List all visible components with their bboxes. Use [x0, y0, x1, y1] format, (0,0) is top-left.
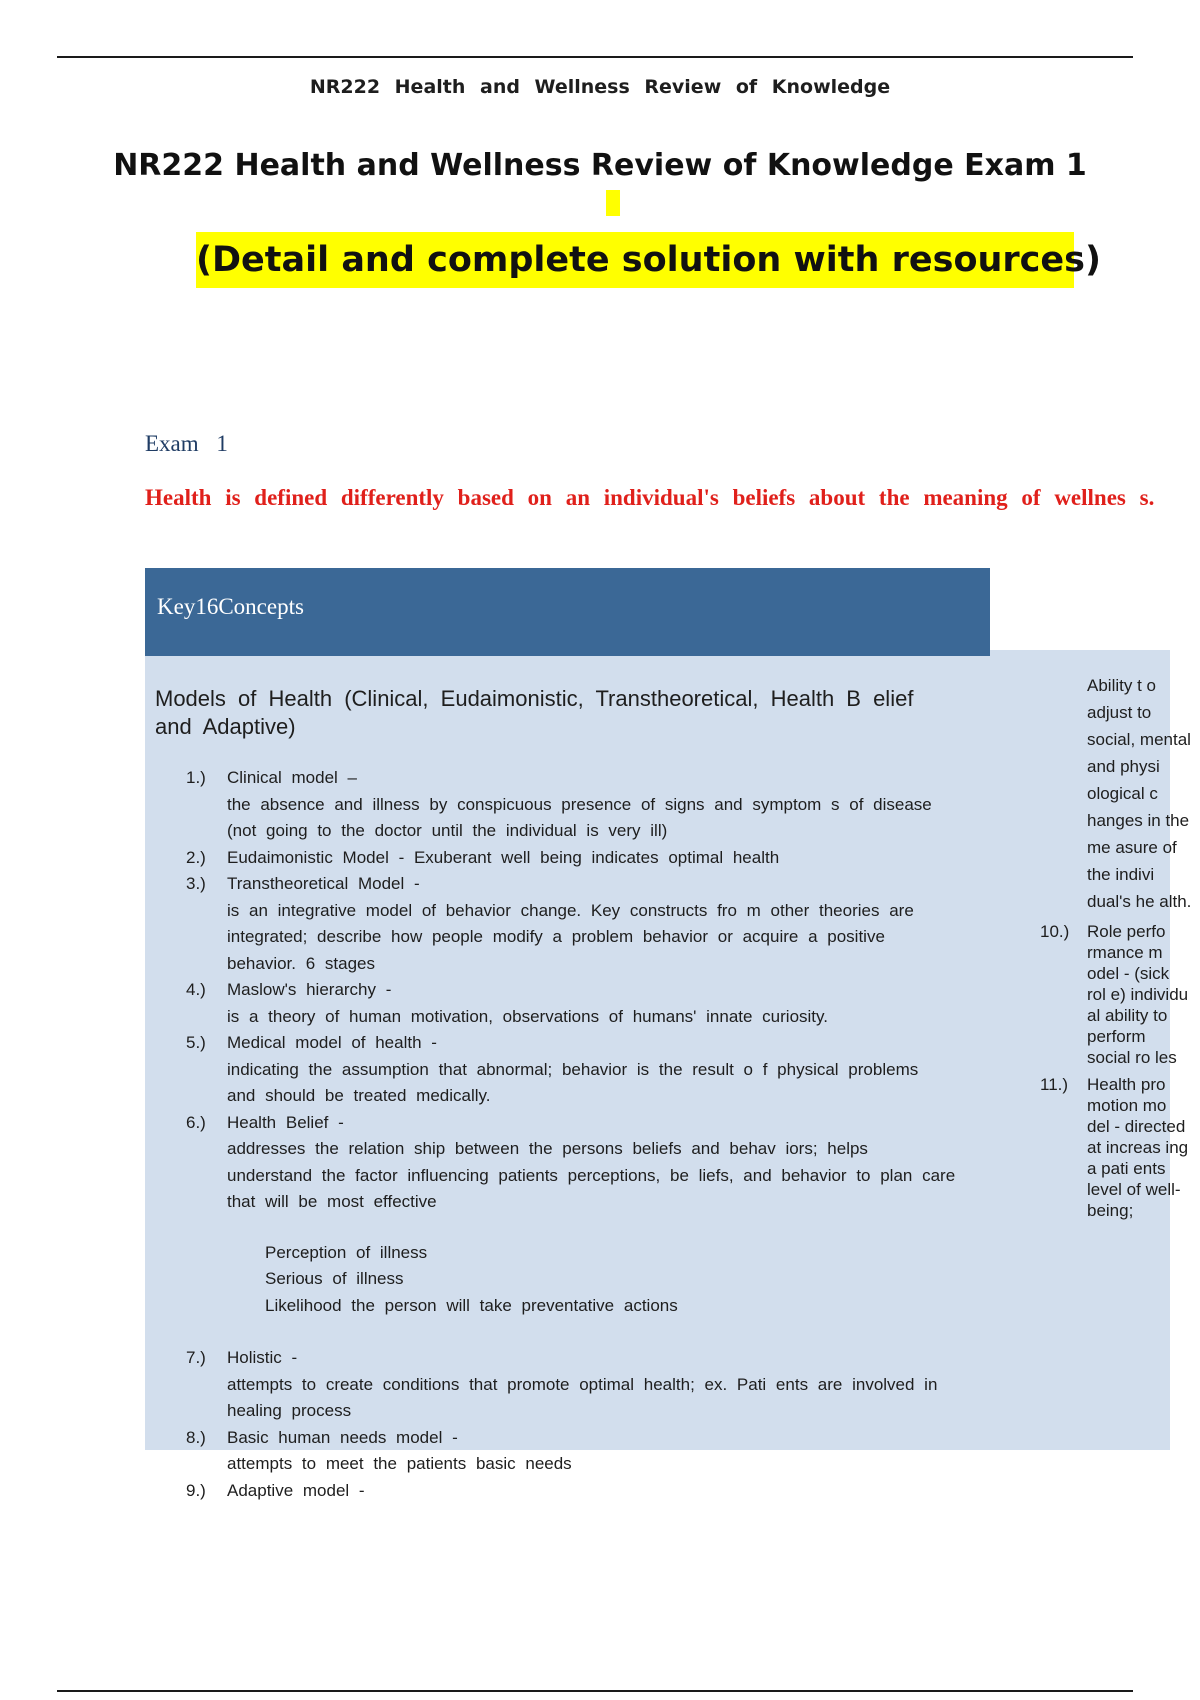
item-term: Health Belief - [227, 1112, 344, 1132]
list-item [186, 845, 956, 872]
item-description: attempts to create conditions that promote optimal health; ex. Pati ents are involved in healing process [227, 1374, 938, 1420]
item-description: addresses the relation ship between the persons beliefs and behav iors; helps understand the factor influencing patients perceptions, be liefs, and behavior to plan care that will be most effective [227, 1139, 956, 1211]
item-number: 11.) [1040, 1075, 1069, 1094]
key-concepts-header [145, 568, 990, 656]
item-term: Transtheoretical Model - [227, 874, 420, 893]
item-number: 2.) [186, 847, 206, 867]
item-term: Holistic - [227, 1348, 298, 1367]
sidebar-list-item [1040, 921, 1192, 1068]
list-item [186, 765, 956, 845]
bullet-item: · Likelihood the person will take preventative actions [227, 1293, 956, 1320]
highlight-mark [606, 190, 620, 216]
item-description: is an integrative model of behavior change. Key constructs fro m other theories are integrated; describe how people modify a problem behavior or acquire a positive behavior. 6 stages [227, 900, 914, 973]
sidebar-column [1040, 672, 1192, 1221]
item-term: Medical model of health - [227, 1033, 437, 1052]
list-item [186, 871, 956, 977]
list-item [186, 1345, 956, 1425]
item-description: indicating the assumption that abnormal; behavior is the result o f physical problems and should be treated medically. [227, 1059, 919, 1105]
item-text: Role perfo rmance m odel - (sick rol e) individu al ability to perform social ro les [1087, 922, 1189, 1067]
item-text: Health pro motion mo del - directed at increas ing a pati ents level of well-being; [1087, 1075, 1189, 1220]
item-number: 7.) [186, 1348, 206, 1367]
list-item [186, 1110, 956, 1320]
item-term: Eudaimonistic Model - Exuberant well being indicates optimal health [227, 847, 780, 867]
item-description: is a theory of human motivation, observations of humans' innate curiosity. [227, 1006, 828, 1026]
adaptive-model-description: Ability t o adjust to social, mental and physi ological c hanges in the me asure of the indivi dual's he alth. [1087, 676, 1192, 911]
exam-label: Exam 1 [145, 431, 228, 456]
page-title: NR222 Health and Wellness Review of Knowledge Exam 1 [113, 148, 1087, 183]
item-number: 1.) [186, 768, 206, 787]
item-number: 6.) [186, 1112, 206, 1132]
list-item [186, 1030, 956, 1110]
models-list [186, 765, 956, 1504]
item-number: 10.) [1040, 922, 1070, 941]
bullet-item: · Serious of illness [227, 1266, 956, 1293]
list-item [186, 1425, 956, 1478]
bullet-item: · Perception of illness [227, 1240, 956, 1267]
top-rule [57, 56, 1133, 58]
item-term: Clinical model – [227, 768, 357, 787]
item-number: 8.) [186, 1427, 206, 1447]
list-item [186, 1478, 956, 1505]
item-description: attempts to meet the patients basic needs [227, 1454, 572, 1473]
running-header: NR222 Health and Wellness Review of Knowledge [309, 76, 891, 98]
models-heading: Models of Health (Clinical, Eudaimonistic, Transtheoretical, Health B elief and Adaptive) [155, 686, 914, 739]
bottom-rule [57, 1690, 1133, 1692]
item-number: 9.) [186, 1480, 206, 1500]
sidebar-list-item [1040, 1074, 1192, 1221]
list-item [186, 977, 956, 1030]
health-belief-bullets [227, 1240, 956, 1320]
item-term: Maslow's hierarchy - [227, 980, 392, 999]
item-description: the absence and illness by conspicuous presence of signs and symptom s of disease (not going to the doctor until the individual is very ill) [227, 794, 932, 840]
item-number: 5.) [186, 1033, 206, 1052]
item-term: Adaptive model - [227, 1480, 365, 1500]
item-number: 4.) [186, 980, 206, 999]
key-concepts-title: Key16Concepts [157, 594, 304, 619]
intro-statement: Health is defined differently based on an individual's beliefs about the meaning of wellnes s. [145, 485, 1155, 510]
item-term: Basic human needs model - [227, 1427, 458, 1447]
subtitle-highlight: (Detail and complete solution with resources) [196, 232, 1074, 288]
item-number: 3.) [186, 874, 206, 893]
